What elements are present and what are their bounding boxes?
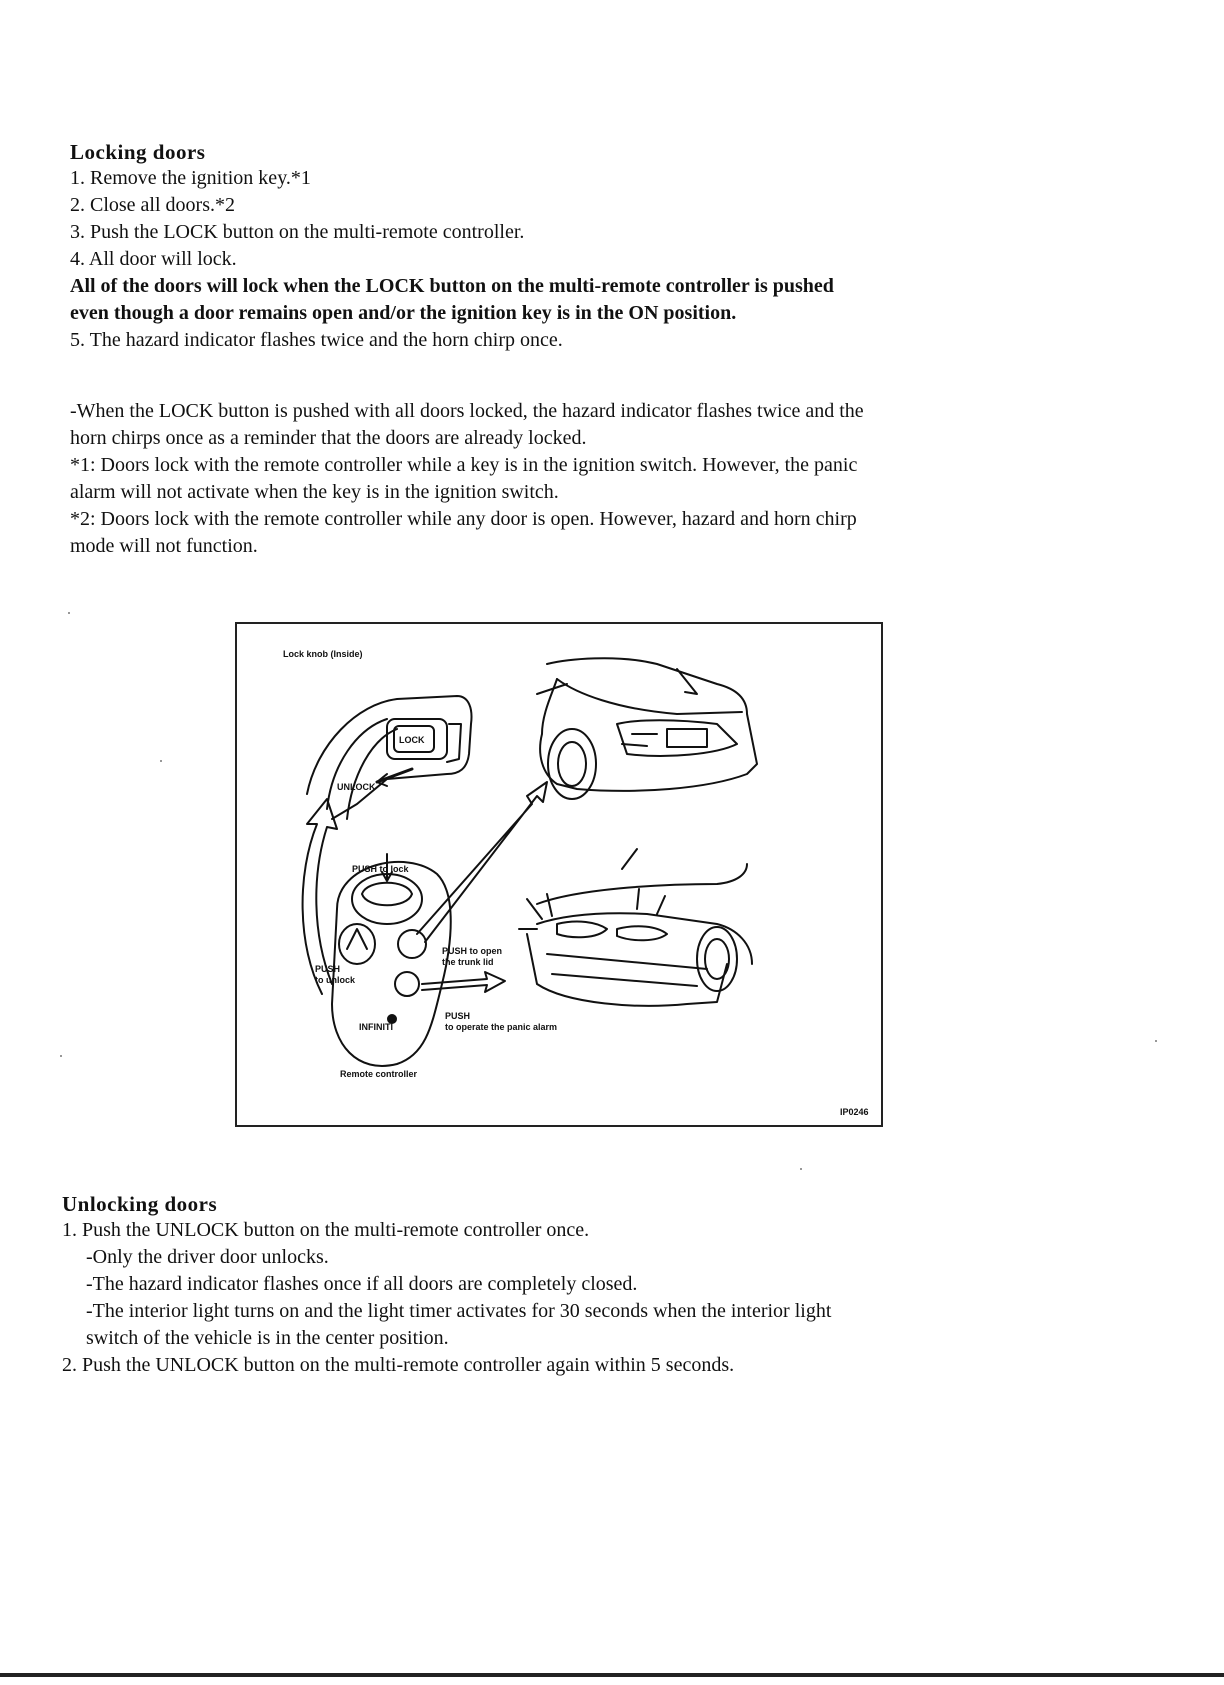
door-lock-knob-illustration bbox=[307, 696, 471, 819]
bottom-rule bbox=[0, 1673, 1224, 1677]
trunk-arrow bbox=[417, 782, 547, 942]
infiniti-brand-label: INFINITI bbox=[359, 1022, 393, 1032]
scan-speck bbox=[160, 760, 162, 762]
footnote-2-line: mode will not function. bbox=[70, 535, 258, 557]
remote-controller-label: Remote controller bbox=[340, 1069, 418, 1079]
scan-speck bbox=[60, 1055, 62, 1057]
scan-speck bbox=[1155, 1040, 1157, 1042]
figure-id-label: IP0246 bbox=[840, 1107, 869, 1117]
push-to-unlock-label: to unlock bbox=[315, 975, 355, 985]
unlocking-sub-note: switch of the vehicle is in the center position. bbox=[86, 1327, 449, 1349]
lock-label: LOCK bbox=[399, 735, 425, 745]
unlock-label: UNLOCK bbox=[337, 782, 376, 792]
push-panic-label: PUSH bbox=[445, 1011, 471, 1021]
unlocking-sub-note: -The hazard indicator flashes once if all doors are completely closed. bbox=[86, 1273, 638, 1295]
car-front-illustration bbox=[519, 849, 752, 1006]
locking-section bbox=[70, 140, 1050, 354]
scan-speck bbox=[800, 1168, 802, 1170]
locking-step-3: 3. Push the LOCK button on the multi-remote controller. bbox=[70, 221, 525, 243]
locking-step-2: 2. Close all doors.*2 bbox=[70, 194, 235, 216]
locking-notes bbox=[70, 398, 1050, 560]
push-panic-label: to operate the panic alarm bbox=[445, 1022, 558, 1032]
unlocking-step-1: 1. Push the UNLOCK button on the multi-remote controller once. bbox=[62, 1219, 590, 1241]
push-to-lock-label: PUSH to lock bbox=[352, 864, 409, 874]
push-trunk-label: the trunk lid bbox=[442, 957, 494, 967]
footnote-1-line: *1: Doors lock with the remote controller while a key is in the ignition switch. However, the panic bbox=[70, 454, 858, 476]
locking-bold-note-1: All of the doors will lock when the LOCK button on the multi-remote controller is pushed bbox=[70, 275, 834, 297]
unlocking-step-2: 2. Push the UNLOCK button on the multi-remote controller again within 5 seconds. bbox=[62, 1354, 735, 1376]
push-to-unlock-label: PUSH bbox=[315, 964, 341, 974]
locking-note-line: horn chirps once as a reminder that the doors are already locked. bbox=[70, 427, 587, 449]
locking-step-4: 4. All door will lock. bbox=[70, 248, 237, 270]
unlocking-section bbox=[62, 1192, 1052, 1379]
locking-step-1: 1. Remove the ignition key.*1 bbox=[70, 167, 311, 189]
figure-illustration bbox=[237, 624, 881, 1125]
footnote-1-line: alarm will not activate when the key is in the ignition switch. bbox=[70, 481, 559, 503]
locking-bold-note-2: even though a door remains open and/or the ignition key is in the ON position. bbox=[70, 302, 737, 324]
push-trunk-label: PUSH to open bbox=[442, 946, 502, 956]
remote-controller-figure bbox=[235, 622, 883, 1127]
unlocking-heading: Unlocking doors bbox=[62, 1192, 218, 1216]
footnote-2-line: *2: Doors lock with the remote controller while any door is open. However, hazard and horn chirp bbox=[70, 508, 857, 530]
scan-speck bbox=[68, 612, 70, 614]
panic-arrow bbox=[422, 972, 505, 992]
lock-knob-label: Lock knob (Inside) bbox=[283, 649, 363, 659]
locking-step-5: 5. The hazard indicator flashes twice and the horn chirp once. bbox=[70, 329, 563, 351]
unlocking-sub-note: -Only the driver door unlocks. bbox=[86, 1246, 329, 1268]
locking-note-line: -When the LOCK button is pushed with all doors locked, the hazard indicator flashes twice and the bbox=[70, 400, 864, 422]
car-rear-illustration bbox=[537, 658, 757, 799]
locking-heading: Locking doors bbox=[70, 140, 206, 164]
remote-controller-illustration bbox=[332, 854, 451, 1066]
unlocking-sub-note: -The interior light turns on and the light timer activates for 30 seconds when the interior light bbox=[86, 1300, 832, 1322]
